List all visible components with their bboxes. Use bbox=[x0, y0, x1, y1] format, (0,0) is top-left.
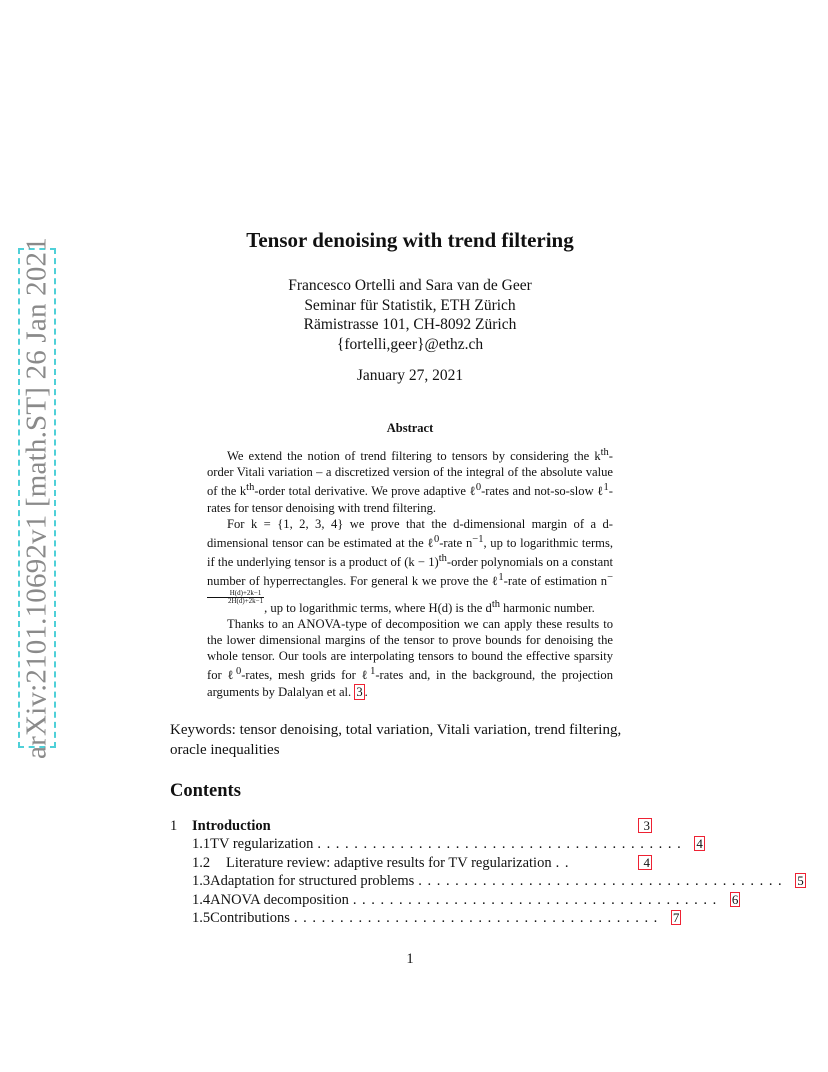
citation-link[interactable]: 3 bbox=[356, 684, 363, 699]
toc-page-link[interactable]: 4 bbox=[638, 855, 652, 870]
toc-entry[interactable]: 1.2 Literature review: adaptive results for TV regularization .. 4 bbox=[192, 854, 650, 871]
toc-page-link[interactable]: 4 bbox=[696, 836, 703, 852]
abstract-paragraph-1: We extend the notion of trend filtering to tensors by considering the $k^{th}$-order Vitali variation – a discretized version of the integral of the absolute value of the $k^{th}$-order total derivative. We prove adaptive ℓ$^0$-rates and not-so-slow ℓ$^1$-rates for tensor denoising with trend filtering. bbox=[207, 447, 613, 515]
arxiv-identifier-text: arXiv:2101.10692v1 [math.ST] 26 Jan 2021 bbox=[20, 237, 53, 759]
table-of-contents bbox=[170, 818, 804, 928]
abstract-heading: Abstract bbox=[386, 421, 434, 435]
paper-title: Tensor denoising with trend filtering bbox=[246, 228, 574, 252]
paper-date: January 27, 2021 bbox=[356, 367, 464, 384]
page-number: 1 bbox=[406, 951, 414, 967]
author-block bbox=[170, 276, 650, 354]
toc-page-link[interactable]: 3 bbox=[638, 818, 652, 833]
toc-entry[interactable]: 1.3 Adaptation for structured problems ........................................ 5 bbox=[192, 873, 804, 890]
affiliation-line-1: Seminar für Statistik, ETH Zürich bbox=[304, 296, 516, 314]
affiliation-line-2: Rämistrasse 101, CH-8092 Zürich bbox=[303, 316, 517, 333]
toc-entry[interactable]: 1.4 ANOVA decomposition ........................................ 6 bbox=[192, 891, 739, 908]
toc-entry[interactable]: 1.1 TV regularization ........................................ 4 bbox=[192, 836, 703, 853]
author-names: Francesco Ortelli and Sara van de Geer bbox=[288, 277, 532, 294]
toc-entry[interactable]: 1.5 Contributions ........................................ 7 bbox=[192, 909, 680, 926]
abstract-paragraph-2: For k = {1, 2, 3, 4} we prove that the d-dimensional margin of a d-dimensional tensor can be estimated at the ℓ$^0$-rate $n^{-1}$, up to logarithmic terms, if the underlying tensor is a product of $(k - 1)^{th}$-order polynomials on a constant number of hyperrectangles. For general k we prove the ℓ$^1$-rate of estimation $n^{- \frac{H(d)+2k-1}{2H(d)+2k-1}}$ , up to logarithmic terms, where H(d) is the $d^{th}$ harmonic number. bbox=[207, 516, 614, 615]
abstract-body bbox=[207, 445, 613, 700]
keywords-line: Keywords: tensor denoising, total variation, Vitali variation, trend filtering, oracle inequalities bbox=[170, 722, 622, 758]
arxiv-identifier-stamp bbox=[18, 237, 56, 759]
toc-entry[interactable]: 1 Introduction 3 bbox=[170, 818, 650, 834]
rate-exponent: − H(d)+2k−1 2H(d)+2k−1 bbox=[207, 572, 613, 609]
toc-page-link[interactable]: 5 bbox=[797, 873, 804, 889]
toc-page-link[interactable]: 6 bbox=[731, 891, 739, 907]
contents-heading: Contents bbox=[170, 781, 241, 801]
toc-page-link[interactable]: 7 bbox=[672, 909, 680, 925]
abstract-paragraph-3: Thanks to an ANOVA-type of decomposition we can apply these results to the lower dimensional margins of the tensor to prove bounds for denoising the whole tensor. Our tools are interpolating tensors to bound the effective sparsity for ℓ$^0$-rates, mesh grids for ℓ$^1$-rates and, in the background, the projection arguments by Dalalyan et al. 3 . bbox=[207, 616, 613, 699]
author-email: {fortelli,geer}@ethz.ch bbox=[336, 335, 484, 353]
